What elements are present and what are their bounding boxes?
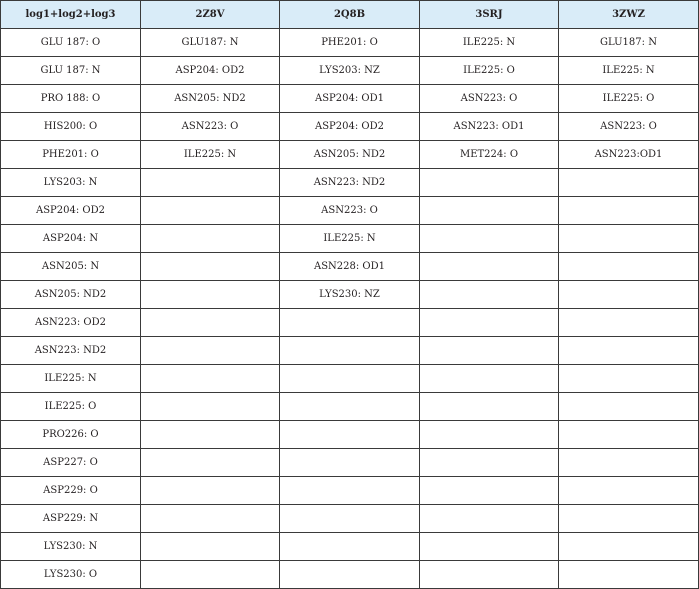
cell-2z8v: [141, 197, 280, 225]
cell-3srj: [420, 533, 559, 561]
cell-log1-log2-log3: ASP204: OD2: [1, 197, 141, 225]
cell-log1-log2-log3: PRO226: O: [1, 421, 141, 449]
header-3zwz: 3ZWZ: [559, 1, 699, 29]
cell-log1-log2-log3: ASP229: N: [1, 505, 141, 533]
cell-2q8b: PHE201: O: [280, 29, 420, 57]
header-log1-log2-log3: log1+log2+log3: [1, 1, 141, 29]
cell-3zwz: [559, 421, 699, 449]
cell-2z8v: GLU187: N: [141, 29, 280, 57]
cell-3zwz: [559, 533, 699, 561]
cell-2z8v: [141, 533, 280, 561]
table-row: [1, 57, 699, 85]
cell-3srj: [420, 281, 559, 309]
cell-log1-log2-log3: ILE225: O: [1, 393, 141, 421]
cell-3zwz: [559, 225, 699, 253]
cell-2q8b: [280, 561, 420, 589]
cell-3srj: [420, 561, 559, 589]
cell-log1-log2-log3: ASP229: O: [1, 477, 141, 505]
cell-2q8b: [280, 449, 420, 477]
cell-log1-log2-log3: ASN223: ND2: [1, 337, 141, 365]
cell-log1-log2-log3: ASN205: ND2: [1, 281, 141, 309]
cell-2z8v: [141, 281, 280, 309]
cell-2q8b: [280, 365, 420, 393]
cell-2q8b: ASN223: O: [280, 197, 420, 225]
cell-3srj: [420, 505, 559, 533]
cell-3zwz: [559, 169, 699, 197]
table-row: [1, 561, 699, 589]
cell-3srj: [420, 393, 559, 421]
cell-3zwz: ASN223: O: [559, 113, 699, 141]
cell-2z8v: [141, 169, 280, 197]
cell-2q8b: LYS203: NZ: [280, 57, 420, 85]
cell-2z8v: ASN205: ND2: [141, 85, 280, 113]
cell-3srj: [420, 169, 559, 197]
cell-2z8v: [141, 449, 280, 477]
table-row: [1, 253, 699, 281]
header-2q8b: 2Q8B: [280, 1, 420, 29]
cell-log1-log2-log3: LYS230: N: [1, 533, 141, 561]
cell-3srj: MET224: O: [420, 141, 559, 169]
table-row: [1, 533, 699, 561]
cell-3zwz: [559, 477, 699, 505]
cell-2q8b: [280, 477, 420, 505]
cell-3zwz: [559, 197, 699, 225]
cell-log1-log2-log3: PRO 188: O: [1, 85, 141, 113]
cell-log1-log2-log3: LYS203: N: [1, 169, 141, 197]
cell-3zwz: ILE225: N: [559, 57, 699, 85]
cell-2z8v: [141, 561, 280, 589]
table-row: [1, 449, 699, 477]
cell-3zwz: GLU187: N: [559, 29, 699, 57]
cell-2z8v: ASN223: O: [141, 113, 280, 141]
cell-3srj: [420, 309, 559, 337]
cell-2z8v: [141, 477, 280, 505]
cell-3srj: ASN223: OD1: [420, 113, 559, 141]
cell-2q8b: [280, 533, 420, 561]
cell-log1-log2-log3: ILE225: N: [1, 365, 141, 393]
cell-2q8b: ASN228: OD1: [280, 253, 420, 281]
cell-3zwz: [559, 281, 699, 309]
cell-2q8b: [280, 421, 420, 449]
table-row: [1, 85, 699, 113]
cell-2q8b: ASN205: ND2: [280, 141, 420, 169]
cell-2z8v: [141, 225, 280, 253]
cell-3zwz: [559, 365, 699, 393]
cell-2z8v: ILE225: N: [141, 141, 280, 169]
cell-3zwz: [559, 505, 699, 533]
cell-2q8b: ASP204: OD2: [280, 113, 420, 141]
table-body: [1, 29, 699, 589]
cell-2z8v: [141, 337, 280, 365]
cell-2q8b: ASP204: OD1: [280, 85, 420, 113]
cell-2z8v: [141, 421, 280, 449]
cell-2z8v: ASP204: OD2: [141, 57, 280, 85]
cell-3srj: [420, 197, 559, 225]
table-header: [1, 1, 699, 29]
table-row: [1, 393, 699, 421]
cell-3srj: [420, 225, 559, 253]
cell-log1-log2-log3: GLU 187: O: [1, 29, 141, 57]
header-2z8v: 2Z8V: [141, 1, 280, 29]
cell-log1-log2-log3: ASN223: OD2: [1, 309, 141, 337]
cell-3srj: ILE225: O: [420, 57, 559, 85]
cell-3srj: [420, 253, 559, 281]
cell-2q8b: LYS230: NZ: [280, 281, 420, 309]
cell-3zwz: [559, 309, 699, 337]
cell-log1-log2-log3: LYS230: O: [1, 561, 141, 589]
cell-3srj: [420, 337, 559, 365]
cell-log1-log2-log3: HIS200: O: [1, 113, 141, 141]
table-row: [1, 337, 699, 365]
cell-2q8b: [280, 505, 420, 533]
cell-3srj: [420, 421, 559, 449]
table-row: [1, 309, 699, 337]
cell-2z8v: [141, 365, 280, 393]
table-row: [1, 421, 699, 449]
cell-3zwz: [559, 561, 699, 589]
cell-3srj: [420, 477, 559, 505]
cell-2q8b: [280, 337, 420, 365]
cell-2z8v: [141, 253, 280, 281]
table-row: [1, 197, 699, 225]
table-row: [1, 505, 699, 533]
cell-3zwz: [559, 337, 699, 365]
cell-3zwz: [559, 449, 699, 477]
cell-2q8b: ASN223: ND2: [280, 169, 420, 197]
cell-log1-log2-log3: GLU 187: N: [1, 57, 141, 85]
cell-2z8v: [141, 505, 280, 533]
cell-2q8b: ILE225: N: [280, 225, 420, 253]
cell-log1-log2-log3: PHE201: O: [1, 141, 141, 169]
cell-3zwz: [559, 253, 699, 281]
table-row: [1, 141, 699, 169]
table-row: [1, 281, 699, 309]
cell-2z8v: [141, 393, 280, 421]
table-row: [1, 365, 699, 393]
cell-log1-log2-log3: ASN205: N: [1, 253, 141, 281]
table-row: [1, 477, 699, 505]
table-row: [1, 113, 699, 141]
cell-2q8b: [280, 393, 420, 421]
cell-log1-log2-log3: ASP204: N: [1, 225, 141, 253]
cell-3srj: [420, 365, 559, 393]
table-row: [1, 225, 699, 253]
table-row: [1, 29, 699, 57]
cell-3srj: ILE225: N: [420, 29, 559, 57]
cell-3srj: [420, 449, 559, 477]
cell-2z8v: [141, 309, 280, 337]
cell-3srj: ASN223: O: [420, 85, 559, 113]
cell-3zwz: [559, 393, 699, 421]
cell-3zwz: ASN223:OD1: [559, 141, 699, 169]
cell-2q8b: [280, 309, 420, 337]
cell-3zwz: ILE225: O: [559, 85, 699, 113]
table-row: [1, 169, 699, 197]
header-row: [1, 1, 699, 29]
cell-log1-log2-log3: ASP227: O: [1, 449, 141, 477]
header-3srj: 3SRJ: [420, 1, 559, 29]
